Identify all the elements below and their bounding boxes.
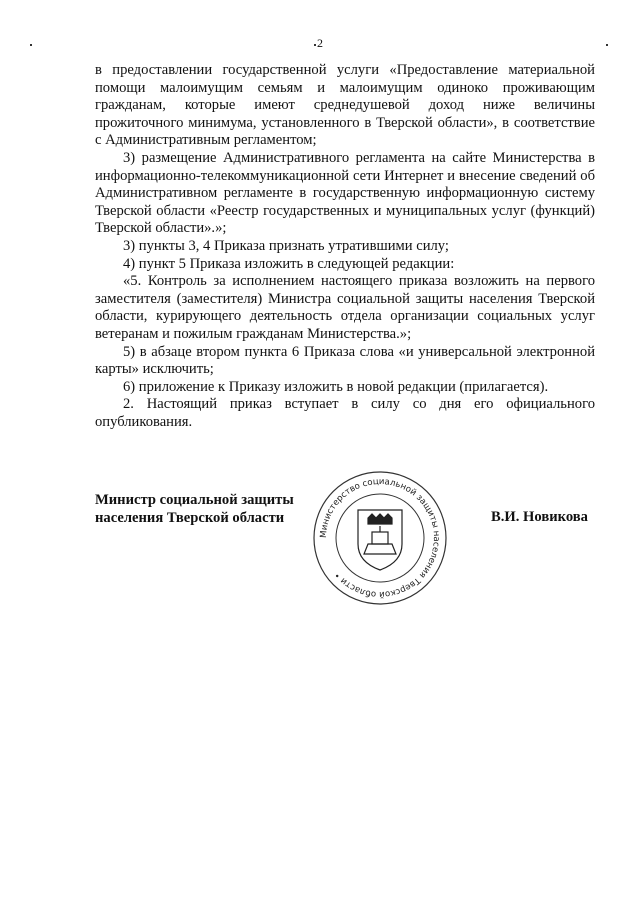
official-seal — [312, 470, 448, 606]
paragraph: 4) пункт 5 Приказа изложить в следующей редакции: — [123, 255, 455, 272]
paragraph: 2. Настоящий приказ вступает в силу со дня его официального опубликования. — [95, 396, 595, 430]
signatory-position-line: Министр социальной защиты — [95, 492, 294, 508]
signatory-position-line: населения Тверской области — [95, 510, 285, 526]
signatory-name: В.И. Новикова — [491, 509, 588, 525]
paragraph: «5. Контроль за исполнением настоящего приказа возложить на первого заместителя (заместителя) Министра социальной защиты населения Тверской области, курирующего деятельность отдела организации социальных услуг ветеранам и пожилым гражданам Министерства.»; — [95, 273, 595, 342]
seal-ring-text: Министерство социальной защиты населения Тверской области • — [318, 476, 442, 600]
paragraph: 6) приложение к Приказу изложить в новой редакции (прилагается). — [123, 378, 549, 395]
paragraph: 5) в абзаце втором пункта 6 Приказа слова «и универсальной электронной карты» исключить; — [95, 343, 595, 378]
document-body — [95, 62, 595, 431]
paragraph: 3) размещение Административного регламента на сайте Министерства в информационно-телекоммуникационной сети Интернет и внесение сведений об Административном регламенте в государственную информационную систему Тверской области «Реестр государственных и муниципальных услуг (функций) Тверской области».»; — [95, 149, 595, 237]
page-number: 2 — [317, 36, 323, 50]
paragraph: 3) пункты 3, 4 Приказа признать утратившими силу; — [123, 237, 449, 254]
signatory-position — [95, 491, 305, 527]
coat-of-arms-icon — [358, 510, 402, 570]
paragraph-continuation: в предоставлении государственной услуги «Предоставление материальной помощи малоимущим семьям и малоимущим одиноко проживающим гражданам, которые имеют среднедушевой доход ниже величины прожиточного минимума, установленного в Тверской области», в соответствие с Административным регламентом; — [95, 62, 595, 149]
